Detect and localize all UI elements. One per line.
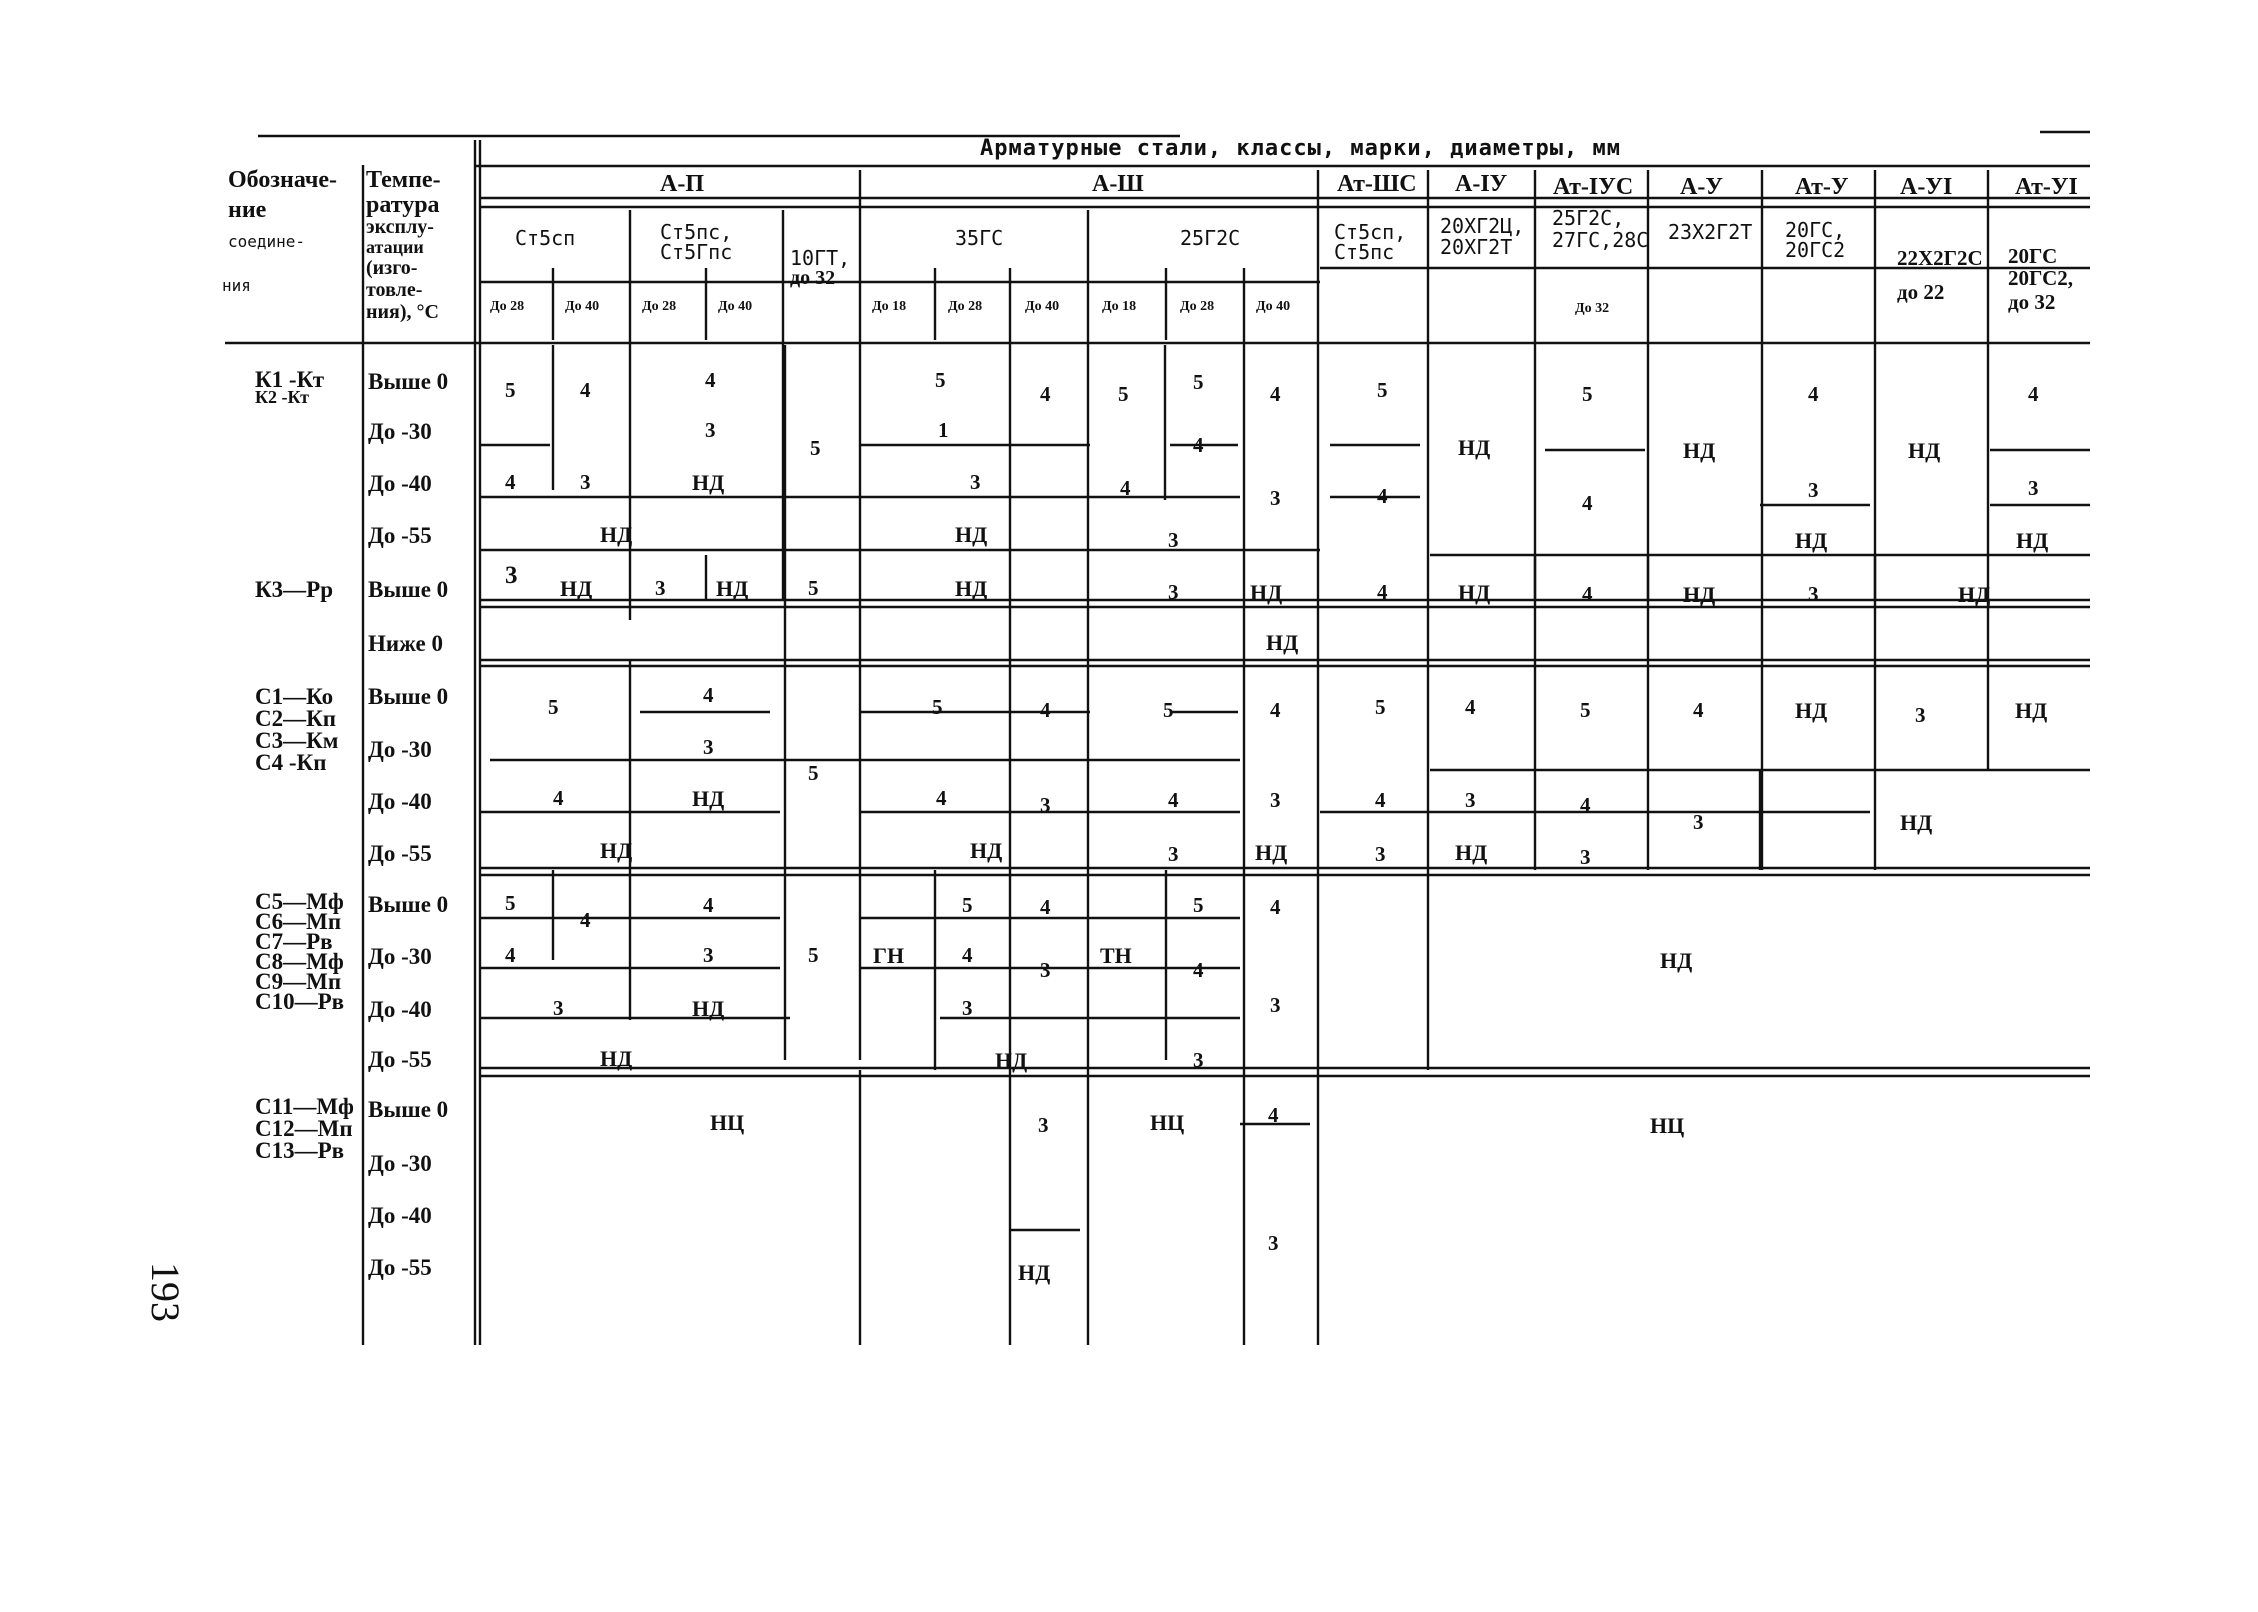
cell-value: 4 [1270,382,1281,406]
row-g3-label-1: С1—Ко [255,684,334,709]
cell-value: НД [1683,438,1716,463]
diam-a2-st5sp-28: До 28 [490,299,525,314]
cell-value: 3 [2028,476,2039,500]
cell-value: 4 [553,786,564,810]
cell-value: НЦ [1150,1110,1185,1135]
diam-a3-35-28: До 28 [948,299,983,314]
cell-value: 3 [1580,845,1591,869]
col-designation-line4: ния [222,276,251,295]
col-temp-line7: ния), °С [366,301,439,323]
cell-value: НД [1018,1260,1051,1285]
col-designation-line2: ние [228,197,267,223]
cell-value: 3 [655,576,666,600]
cell-value: НД [1683,582,1716,607]
cell-value: НД [1458,580,1491,605]
col-temp-line6: товле- [366,279,423,301]
temp-g4-4: До -55 [368,1047,432,1072]
cell-value: НД [692,786,725,811]
cell-value: 3 [1040,958,1051,982]
cell-value: 3 [705,418,716,442]
diam-a3-35-40: До 40 [1025,299,1060,314]
row-g1-label-2: К2 -Кт [255,387,309,407]
cell-value: 5 [1163,698,1174,722]
cell-value: 3 [1168,528,1179,552]
cell-value: 4 [1040,895,1051,919]
row-g3-label-2: С2—Кп [255,706,337,731]
col-temp-line4: атации [366,237,424,257]
cell-value: 4 [1270,895,1281,919]
cell-value: 5 [548,695,559,719]
temp-g5-4: До -55 [368,1255,432,1280]
temp-g4-3: До -40 [368,997,432,1022]
row-g2-label-1: К3—Рр [255,577,334,602]
grade-10gt-1: 10ГТ, [790,246,851,270]
cell-value: НЦ [1650,1113,1685,1138]
grade-at6-2: 20ГС2, [2008,266,2073,290]
cell-value: 3 [1808,582,1819,606]
row-g5-label-3: С13—Рв [255,1138,345,1163]
temp-g3-3: До -40 [368,789,432,814]
cell-value: 4 [2028,382,2039,406]
grade-a6-1: 22Х2Г2С [1897,246,1983,270]
cell-value: 4 [1808,382,1819,406]
temp-g5-2: До -30 [368,1151,432,1176]
cell-value: НД [955,576,988,601]
temp-g5-3: До -40 [368,1203,432,1228]
cell-value: 3 [1808,478,1819,502]
cell-value: ГН [873,943,905,968]
class-at6: Ат-УI [2015,174,2078,200]
temp-g3-1: Выше 0 [368,684,449,709]
row-g5-label-2: С12—Мп [255,1116,353,1141]
cell-value: 3 [962,996,973,1020]
cell-value: 5 [1582,382,1593,406]
cell-value: 5 [1118,382,1129,406]
cell-value: 4 [1465,695,1476,719]
cell-value: 4 [1270,698,1281,722]
row-g3-label-4: С4 -Кп [255,750,327,775]
cell-value: 4 [705,368,716,392]
cell-value: 4 [1375,788,1386,812]
cell-value: 4 [962,943,973,967]
grade-st5sp: Ст5сп [515,226,576,250]
cell-value: 5 [808,761,819,785]
cell-value: 4 [1693,698,1704,722]
cell-value: 3 [1268,1231,1279,1255]
grade-at3s-1: Ст5сп, [1334,220,1407,244]
cell-value: 5 [810,436,821,460]
temp-g1-3: До -40 [368,471,432,496]
cell-value: 5 [1377,378,1388,402]
temp-g5-1: Выше 0 [368,1097,449,1122]
diam-a3-25-18: До 18 [1102,299,1137,314]
cell-value: НД [1266,630,1299,655]
cell-value: 4 [1377,484,1388,508]
cell-value: 5 [808,943,819,967]
diam-shared-32: До 32 [1575,301,1610,316]
temp-g3-2: До -30 [368,737,432,762]
cell-value: НД [1795,528,1828,553]
col-temp-line1: Темпе- [366,167,441,193]
diam-a3-25-28: До 28 [1180,299,1215,314]
grade-at4s-1: 25Г2С, [1552,206,1625,230]
grade-35gs: 35ГС [955,226,1004,250]
temp-g1-2: До -30 [368,419,432,444]
class-a3: А-Ш [1092,171,1144,197]
diam-a3-35-18: До 18 [872,299,907,314]
row-g4-label-1: С5—Мф [255,889,344,914]
class-a5: А-У [1680,174,1723,200]
cell-value: 3 [1168,842,1179,866]
cell-value: НД [1660,948,1693,973]
cell-value: 4 [1193,958,1204,982]
grade-a4-2: 20ХГ2Т [1440,235,1513,259]
cell-value: 5 [808,576,819,600]
row-g3-label-3: С3—Км [255,728,339,753]
cell-value: 5 [962,893,973,917]
cell-value: НД [1958,582,1991,607]
temp-g4-1: Выше 0 [368,892,449,917]
grade-at5-1: 20ГС, [1785,218,1846,242]
cell-value: 5 [505,891,516,915]
col-designation-line1: Обозначе- [228,167,338,193]
cell-value: 4 [1040,698,1051,722]
cell-value: 5 [1580,698,1591,722]
cell-value: 3 [1915,703,1926,727]
grade-10gt-2: до 32 [790,267,836,289]
grade-at4s-2: 27ГС,28С [1552,228,1649,252]
class-a4: А-IУ [1455,171,1508,197]
cell-value: НД [955,522,988,547]
cell-value: 3 [1693,810,1704,834]
table-title: Арматурные стали, классы, марки, диаметры, мм [980,136,1622,161]
cell-value: НД [600,1046,633,1071]
grade-a4-1: 20ХГ2Ц, [1440,214,1525,238]
cell-value: 4 [505,470,516,494]
grade-st5ps-1: Ст5пс, [660,220,733,244]
cell-value: 4 [936,786,947,810]
cell-value: 5 [932,695,943,719]
temp-g1-1: Выше 0 [368,369,449,394]
cell-value: НЦ [710,1110,745,1135]
cell-value: 5 [1193,893,1204,917]
cell-value: 4 [1120,476,1131,500]
cell-value: НД [1900,810,1933,835]
cell-value: 3 [1193,1048,1204,1072]
cell-value: НД [692,470,725,495]
grade-a6-2: до 22 [1897,280,1945,304]
cell-value: 4 [1377,580,1388,604]
cell-value: 3 [580,470,591,494]
class-a6: А-УI [1900,174,1953,200]
row-g4-label-3: С7—Рв [255,929,333,954]
cell-value: 4 [1040,382,1051,406]
cell-value: 3 [1168,580,1179,604]
cell-value: 4 [580,378,591,402]
cell-value: 4 [1268,1103,1279,1127]
row-g1-label-1: К1 -Кт [255,367,324,392]
cell-value: 3 [1040,793,1051,817]
cell-value: 5 [935,368,946,392]
cell-value: 3 [1270,993,1281,1017]
cell-value: 3 [703,735,714,759]
cell-value: 5 [1375,695,1386,719]
grade-at5-2: 20ГС2 [1785,238,1846,262]
temp-g1-4: До -55 [368,523,432,548]
cell-value: 3 [703,943,714,967]
cell-value: 4 [1168,788,1179,812]
cell-value: НД [995,1048,1028,1073]
grade-25g2s: 25Г2С [1180,226,1241,250]
cell-value: НД [970,838,1003,863]
cell-value: 4 [505,943,516,967]
class-at3s: Ат-ШС [1337,171,1417,197]
cell-value: 4 [1582,582,1593,606]
cell-value: 3 [553,996,564,1020]
grade-at6-1: 20ГС [2008,244,2058,268]
cell-value: 3 [1375,842,1386,866]
row-g4-label-2: С6—Мп [255,909,342,934]
cell-value: НД [692,996,725,1021]
temp-g2-1: Выше 0 [368,577,449,602]
cell-value: НД [1908,438,1941,463]
diam-a2-st5ps-28: До 28 [642,299,677,314]
cell-value: НД [1455,840,1488,865]
cell-value: НД [1795,698,1828,723]
cell-value: НД [716,576,749,601]
cell-value: 4 [703,893,714,917]
page-number: 193 [143,1262,188,1322]
cell-value: 4 [1193,433,1204,457]
col-temp-line2: ратура [366,192,440,218]
cell-value: НД [2016,528,2049,553]
class-at4s: Ат-IУС [1553,174,1634,200]
cell-value: 3 [970,470,981,494]
grade-at3s-2: Ст5пс [1334,240,1395,264]
cell-value: НД [1458,435,1491,460]
cell-value: НД [1255,840,1288,865]
row-g4-label-5: С9—Мп [255,969,342,994]
temp-g3-4: До -55 [368,841,432,866]
cell-value: НД [2015,698,2048,723]
cell-value: НД [600,522,633,547]
temp-g4-2: До -30 [368,944,432,969]
row-g5-label-1: С11—Мф [255,1094,354,1119]
cell-value: ТН [1100,943,1132,968]
cell-value: 5 [505,378,516,402]
cell-value: 5 [1193,370,1204,394]
grade-a5: 23Х2Г2Т [1668,220,1753,244]
col-designation-line3: соедине- [228,232,306,251]
cell-value: 1 [938,418,949,442]
cell-value: 3 [505,562,518,589]
diam-a2-st5ps-40: До 40 [718,299,753,314]
cell-value: 4 [1582,491,1593,515]
cell-value: НД [1250,580,1283,605]
cell-value: 3 [1038,1113,1049,1137]
row-g4-label-4: С8—Мф [255,949,344,974]
cell-value: 3 [1270,486,1281,510]
cell-value: 4 [703,683,714,707]
class-a2: А-П [660,171,704,197]
cell-value: 4 [580,908,591,932]
col-temp-line3: эксплу- [366,216,434,238]
diam-a3-25-40: До 40 [1256,299,1291,314]
grade-at6-3: до 32 [2008,290,2056,314]
cell-value: 3 [1270,788,1281,812]
class-at5: Ат-У [1795,174,1849,200]
row-g4-label-6: С10—Рв [255,989,345,1014]
cell-value: НД [560,576,593,601]
col-temp-line5: (изго- [366,257,418,279]
grade-st5ps-2: Ст5Гпс [660,240,733,264]
cell-value: 4 [1580,793,1591,817]
cell-value: НД [600,838,633,863]
diam-a2-st5sp-40: До 40 [565,299,600,314]
cell-value: 3 [1465,788,1476,812]
temp-g2-2: Ниже 0 [368,631,443,656]
